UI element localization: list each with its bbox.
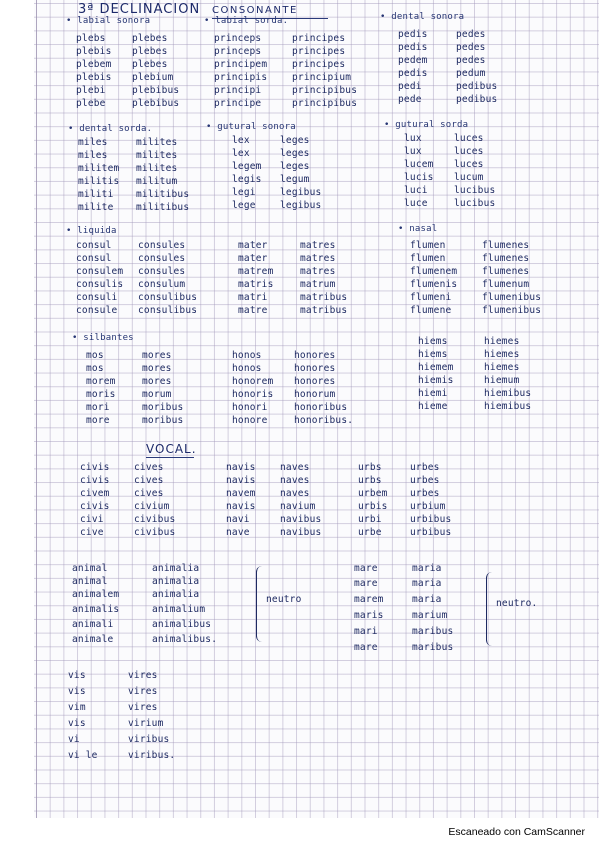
- word-sg: legem: [232, 161, 262, 172]
- word-pl: animalia: [152, 563, 200, 574]
- word-sg: lex: [232, 148, 250, 159]
- word-pl: naves: [280, 488, 310, 499]
- word-pl: urbes: [410, 462, 440, 473]
- word-pl: hiemibus: [484, 401, 532, 412]
- word-pl: maribus: [412, 626, 454, 637]
- word-pl: flumenes: [482, 266, 530, 277]
- word-sg: vis: [68, 686, 86, 697]
- word-pl: luces: [454, 133, 484, 144]
- scanner-watermark: Escaneado con CamScanner: [448, 826, 585, 838]
- word-pl: morum: [142, 389, 172, 400]
- word-pl: animalia: [152, 589, 200, 600]
- word-sg: navis: [226, 501, 256, 512]
- word-sg: plebem: [76, 59, 112, 70]
- word-sg: consul: [76, 253, 112, 264]
- word-pl: militibus: [136, 189, 190, 200]
- word-pl: milites: [136, 150, 178, 161]
- word-sg: maris: [354, 610, 384, 621]
- word-sg: vim: [68, 702, 86, 713]
- section-title-liquida: • liquida: [66, 226, 117, 236]
- word-pl: consules: [138, 253, 186, 264]
- word-pl: plebium: [132, 72, 174, 83]
- word-sg: principis: [214, 72, 268, 83]
- word-pl: principibus: [292, 85, 358, 96]
- word-sg: consul: [76, 240, 112, 251]
- word-sg: hieme: [418, 401, 448, 412]
- word-pl: mores: [142, 363, 172, 374]
- section-title-silbantes: • silbantes: [72, 333, 134, 343]
- word-sg: mare: [354, 578, 378, 589]
- word-sg: pedi: [398, 81, 422, 92]
- word-sg: hiemem: [418, 362, 454, 373]
- word-pl: flumenes: [482, 240, 530, 251]
- word-pl: maria: [412, 563, 442, 574]
- word-sg: hiems: [418, 336, 448, 347]
- word-pl: militibus: [136, 202, 190, 213]
- word-pl: flumenibus: [482, 305, 542, 316]
- word-pl: luces: [454, 146, 484, 157]
- word-sg: plebis: [76, 72, 112, 83]
- word-sg: legis: [232, 174, 262, 185]
- word-pl: urbibus: [410, 527, 452, 538]
- word-sg: consulis: [76, 279, 124, 290]
- word-sg: luci: [404, 185, 428, 196]
- word-sg: urbs: [358, 475, 382, 486]
- word-sg: miles: [78, 137, 108, 148]
- word-pl: pedibus: [456, 94, 498, 105]
- word-pl: milites: [136, 163, 178, 174]
- word-sg: civem: [80, 488, 110, 499]
- word-sg: principi: [214, 85, 262, 96]
- word-sg: hiems: [418, 349, 448, 360]
- word-sg: honori: [232, 402, 268, 413]
- word-sg: urbem: [358, 488, 388, 499]
- word-pl: principes: [292, 59, 346, 70]
- word-pl: matres: [300, 253, 336, 264]
- neutro-bracket: [486, 572, 495, 646]
- neutro-note: neutro.: [496, 598, 538, 609]
- word-sg: plebis: [76, 46, 112, 57]
- word-pl: maria: [412, 578, 442, 589]
- word-pl: consules: [138, 266, 186, 277]
- word-sg: lux: [404, 146, 422, 157]
- word-pl: marium: [412, 610, 448, 621]
- word-sg: urbis: [358, 501, 388, 512]
- word-sg: consule: [76, 305, 118, 316]
- word-sg: lucis: [404, 172, 434, 183]
- word-sg: urbi: [358, 514, 382, 525]
- section-title-dental-sorda: • dental sorda.: [68, 124, 153, 134]
- word-sg: pedis: [398, 68, 428, 79]
- word-sg: lux: [404, 133, 422, 144]
- word-pl: honores: [294, 350, 336, 361]
- word-sg: navis: [226, 475, 256, 486]
- word-pl: honores: [294, 363, 336, 374]
- section-title-labial-sonora: • labial sonora: [66, 16, 151, 26]
- word-pl: consulibus: [138, 305, 198, 316]
- word-pl: matres: [300, 240, 336, 251]
- word-pl: flumenibus: [482, 292, 542, 303]
- word-pl: viribus.: [128, 750, 176, 761]
- neutro-bracket: [256, 566, 265, 642]
- word-sg: animal: [72, 563, 108, 574]
- word-pl: naves: [280, 475, 310, 486]
- word-sg: pedem: [398, 55, 428, 66]
- word-pl: cives: [134, 462, 164, 473]
- word-sg: honorem: [232, 376, 274, 387]
- word-pl: moribus: [142, 402, 184, 413]
- word-sg: matre: [238, 305, 268, 316]
- word-pl: animalia: [152, 576, 200, 587]
- word-pl: honoribus: [294, 402, 348, 413]
- word-pl: cives: [134, 488, 164, 499]
- word-pl: leges: [280, 135, 310, 146]
- word-sg: plebe: [76, 98, 106, 109]
- word-pl: civibus: [134, 527, 176, 538]
- word-pl: navibus: [280, 527, 322, 538]
- word-sg: animalis: [72, 604, 120, 615]
- word-pl: lucibus: [454, 185, 496, 196]
- word-sg: mare: [354, 563, 378, 574]
- word-sg: lege: [232, 200, 256, 211]
- word-sg: hiemi: [418, 388, 448, 399]
- word-sg: navem: [226, 488, 256, 499]
- word-pl: navium: [280, 501, 316, 512]
- word-sg: honos: [232, 350, 262, 361]
- word-sg: mori: [86, 402, 110, 413]
- word-sg: civis: [80, 475, 110, 486]
- word-sg: consulem: [76, 266, 124, 277]
- word-sg: civi: [80, 514, 104, 525]
- word-pl: consulum: [138, 279, 186, 290]
- word-pl: urbibus: [410, 514, 452, 525]
- section-title-gutural-sonora: • gutural sonora: [206, 122, 296, 132]
- word-pl: leges: [280, 148, 310, 159]
- word-sg: principe: [214, 98, 262, 109]
- word-pl: matrum: [300, 279, 336, 290]
- word-pl: hiemes: [484, 336, 520, 347]
- word-pl: mores: [142, 350, 172, 361]
- word-sg: navis: [226, 462, 256, 473]
- word-pl: militum: [136, 176, 178, 187]
- word-sg: vis: [68, 718, 86, 729]
- word-pl: civibus: [134, 514, 176, 525]
- word-sg: lex: [232, 135, 250, 146]
- word-sg: animali: [72, 619, 114, 630]
- neutro-note: neutro: [266, 594, 302, 605]
- word-sg: plebs: [76, 33, 106, 44]
- word-sg: cive: [80, 527, 104, 538]
- word-pl: viribus: [128, 734, 170, 745]
- word-pl: pedum: [456, 68, 486, 79]
- word-pl: principes: [292, 33, 346, 44]
- word-sg: flumenis: [410, 279, 458, 290]
- word-sg: vi le: [68, 750, 98, 761]
- word-pl: animalibus.: [152, 634, 218, 645]
- word-sg: vis: [68, 670, 86, 681]
- word-pl: vires: [128, 686, 158, 697]
- word-sg: matris: [238, 279, 274, 290]
- word-pl: urbes: [410, 475, 440, 486]
- word-pl: pedes: [456, 55, 486, 66]
- word-sg: mos: [86, 350, 104, 361]
- word-sg: more: [86, 415, 110, 426]
- word-sg: militem: [78, 163, 120, 174]
- word-sg: animale: [72, 634, 114, 645]
- word-sg: legi: [232, 187, 256, 198]
- word-pl: vires: [128, 702, 158, 713]
- word-sg: miles: [78, 150, 108, 161]
- word-sg: flumenem: [410, 266, 458, 277]
- word-pl: principium: [292, 72, 352, 83]
- word-pl: pedes: [456, 29, 486, 40]
- word-pl: plebibus: [132, 85, 180, 96]
- word-pl: luces: [454, 159, 484, 170]
- word-sg: consuli: [76, 292, 118, 303]
- word-pl: mores: [142, 376, 172, 387]
- word-sg: princeps: [214, 33, 262, 44]
- word-sg: mater: [238, 240, 268, 251]
- word-sg: mater: [238, 253, 268, 264]
- word-sg: princeps: [214, 46, 262, 57]
- word-sg: civis: [80, 501, 110, 512]
- word-sg: flumen: [410, 253, 446, 264]
- word-pl: matribus: [300, 292, 348, 303]
- word-pl: urbium: [410, 501, 446, 512]
- word-sg: matrem: [238, 266, 274, 277]
- word-pl: pedes: [456, 42, 486, 53]
- word-sg: urbs: [358, 462, 382, 473]
- word-pl: principes: [292, 46, 346, 57]
- word-pl: lucum: [454, 172, 484, 183]
- word-pl: consules: [138, 240, 186, 251]
- word-pl: plebes: [132, 46, 168, 57]
- word-sg: mari: [354, 626, 378, 637]
- word-pl: moribus: [142, 415, 184, 426]
- word-sg: moris: [86, 389, 116, 400]
- page-subtitle: CONSONANTE: [212, 5, 298, 16]
- word-sg: lucem: [404, 159, 434, 170]
- word-pl: matres: [300, 266, 336, 277]
- word-pl: hiemum: [484, 375, 520, 386]
- word-pl: cives: [134, 475, 164, 486]
- word-pl: plebes: [132, 33, 168, 44]
- word-pl: hiemes: [484, 349, 520, 360]
- word-pl: naves: [280, 462, 310, 473]
- word-sg: urbe: [358, 527, 382, 538]
- vocal-underline: [146, 457, 194, 458]
- word-pl: vires: [128, 670, 158, 681]
- word-pl: civium: [134, 501, 170, 512]
- word-pl: hiemibus: [484, 388, 532, 399]
- word-pl: flumenum: [482, 279, 530, 290]
- margin-line: [36, 0, 37, 818]
- word-sg: plebi: [76, 85, 106, 96]
- word-sg: flumeni: [410, 292, 452, 303]
- word-sg: navi: [226, 514, 250, 525]
- word-sg: morem: [86, 376, 116, 387]
- page-title: 3ª DECLINACION: [78, 2, 201, 17]
- word-sg: honoris: [232, 389, 274, 400]
- word-pl: consulibus: [138, 292, 198, 303]
- word-sg: pedis: [398, 42, 428, 53]
- word-pl: animalium: [152, 604, 206, 615]
- section-title-dental-sonora: • dental sonora: [380, 12, 465, 22]
- word-sg: pedis: [398, 29, 428, 40]
- word-pl: honoribus.: [294, 415, 354, 426]
- word-sg: principem: [214, 59, 268, 70]
- word-sg: militi: [78, 189, 114, 200]
- word-sg: animal: [72, 576, 108, 587]
- word-pl: flumenes: [482, 253, 530, 264]
- word-pl: honores: [294, 376, 336, 387]
- section-title-labial-sorda: • labial sorda.: [204, 16, 289, 26]
- word-pl: plebes: [132, 59, 168, 70]
- word-pl: animalibus: [152, 619, 212, 630]
- word-sg: luce: [404, 198, 428, 209]
- word-pl: maribus: [412, 642, 454, 653]
- word-pl: virium: [128, 718, 164, 729]
- section-title-gutural-sorda: • gutural sorda: [384, 120, 469, 130]
- word-sg: hiemis: [418, 375, 454, 386]
- word-sg: honore: [232, 415, 268, 426]
- word-sg: flumene: [410, 305, 452, 316]
- word-pl: honorum: [294, 389, 336, 400]
- word-sg: milite: [78, 202, 114, 213]
- word-sg: civis: [80, 462, 110, 473]
- word-sg: honos: [232, 363, 262, 374]
- word-sg: militis: [78, 176, 120, 187]
- word-pl: matribus: [300, 305, 348, 316]
- word-pl: hiemes: [484, 362, 520, 373]
- word-pl: pedibus: [456, 81, 498, 92]
- word-sg: flumen: [410, 240, 446, 251]
- word-sg: marem: [354, 594, 384, 605]
- word-sg: pede: [398, 94, 422, 105]
- word-sg: mos: [86, 363, 104, 374]
- word-pl: navibus: [280, 514, 322, 525]
- word-pl: legibus: [280, 187, 322, 198]
- word-sg: mare: [354, 642, 378, 653]
- word-pl: leges: [280, 161, 310, 172]
- word-pl: milites: [136, 137, 178, 148]
- word-pl: legum: [280, 174, 310, 185]
- word-sg: matri: [238, 292, 268, 303]
- word-pl: urbes: [410, 488, 440, 499]
- word-sg: animalem: [72, 589, 120, 600]
- word-sg: vi: [68, 734, 80, 745]
- word-pl: principibus: [292, 98, 358, 109]
- word-pl: lucibus: [454, 198, 496, 209]
- word-pl: legibus: [280, 200, 322, 211]
- section-title-vocal: VOCAL.: [146, 442, 197, 456]
- word-pl: plebibus: [132, 98, 180, 109]
- word-sg: nave: [226, 527, 250, 538]
- word-pl: maria: [412, 594, 442, 605]
- section-title-nasal: • nasal: [398, 224, 438, 234]
